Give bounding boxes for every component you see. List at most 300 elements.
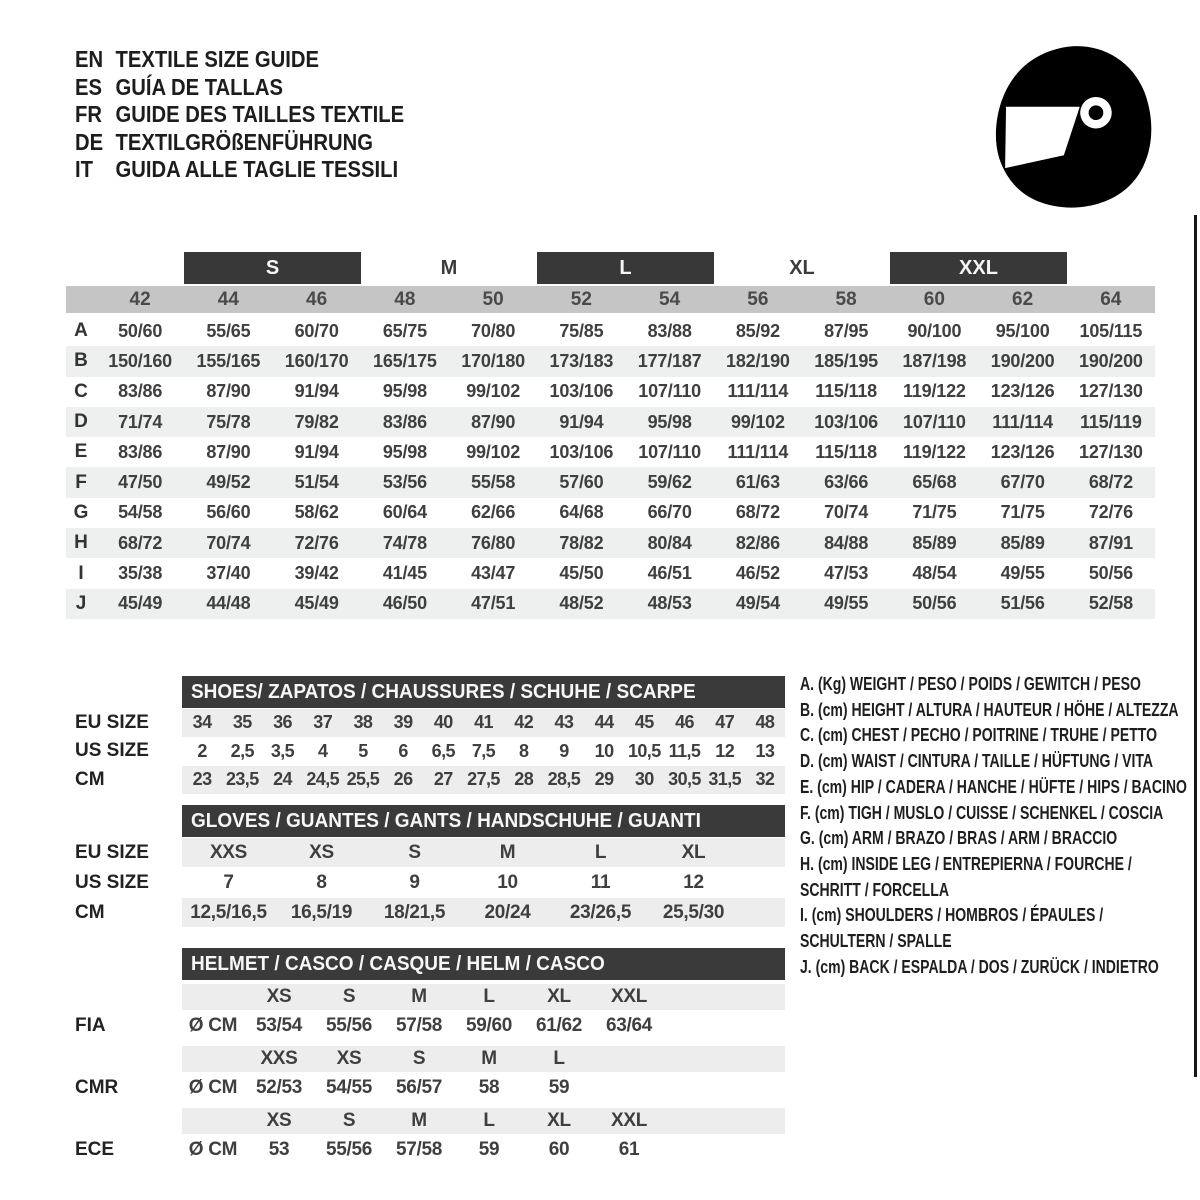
row-label: US SIZE [75,871,149,893]
size-value-cell: 119/122 [903,441,966,462]
row-label: EU SIZE [75,841,149,863]
helmet-value-cell: 53/54 [255,1015,303,1036]
glove-size-cell: L [594,841,607,863]
language-code: IT [75,156,93,183]
size-value-cell: 71/75 [912,502,957,523]
shoe-size-cell: 39 [393,712,413,733]
size-value-cell: 177/187 [637,350,702,371]
size-value-cell: 99/102 [730,411,785,432]
glove-size-cell: 12 [683,871,704,893]
shoes-cm-values [182,766,785,794]
legend-line: G. (cm) ARM / BRAZO / BRAS / ARM / BRACCIO [800,828,1118,849]
glove-size-cell: 11 [590,871,611,893]
glove-size-cell: XS [309,841,334,863]
helmet-value-cell: 53 [268,1139,290,1160]
size-value-cell: 79/82 [294,411,339,432]
size-value-cell: 55/58 [471,472,516,493]
glove-size-cell: 10 [497,871,518,893]
size-value-cell: 87/90 [471,411,516,432]
size-group-xl: XL [789,256,815,279]
size-value-cell: 65/68 [912,472,957,493]
size-value-cell: 49/52 [206,472,251,493]
row-letter: A [74,320,88,342]
size-number-cell: 48 [394,288,416,310]
language-title: GUIDE DES TAILLES TEXTILE [115,101,405,128]
size-number-cell: 44 [217,288,239,310]
size-value-cell: 48/54 [912,563,957,584]
size-value-cell: 70/74 [824,502,869,523]
shoe-size-cell: 6 [398,740,408,761]
size-group-m: M [440,256,458,279]
size-value-cell: 70/74 [206,532,251,553]
legend-line: E. (cm) HIP / CADERA / HANCHE / HÜFTE / HIPS / BACINO [800,776,1187,797]
size-value-cell: 107/110 [638,441,701,462]
size-value-cell: 46/50 [382,593,427,614]
row-label: US SIZE [75,740,149,762]
language-title-list [75,46,404,184]
size-value-cell: 48/52 [559,593,604,614]
size-value-cell: 54/58 [118,502,163,523]
glove-size-cell: 7 [223,871,234,893]
textile-row-h [66,528,1155,558]
size-value-cell: 46/51 [647,563,692,584]
size-value-cell: 83/86 [382,411,427,432]
size-value-cell: 123/126 [990,381,1055,402]
legend-line: J. (cm) BACK / ESPALDA / DOS / ZURÜCK / INDIETRO [800,956,1159,977]
shoe-size-cell: 46 [675,712,694,733]
shoe-size-cell: 25,5 [346,769,380,790]
legend-line: D. (cm) WAIST / CINTURA / TAILLE / HÜFTUNG / VITA [800,751,1154,772]
shoe-size-cell: 24,5 [306,769,340,790]
shoe-size-cell: 12 [715,740,735,761]
glove-size-cell: XXS [209,841,248,863]
helmet-title-bar [182,948,785,980]
size-value-cell: 45/49 [118,593,163,614]
shoe-size-cell: 23 [192,769,212,790]
helmet-size-cell: S [342,1110,356,1131]
shoe-size-cell: 28 [514,769,534,790]
size-value-cell: 64/68 [559,502,604,523]
helmet-size-cell: XL [547,986,571,1007]
legend-line: A. (Kg) WEIGHT / PESO / POIDS / GEWITCH / PESO [800,674,1141,694]
sizes-number-row [66,286,1155,313]
shoe-size-cell: 24 [273,769,292,790]
shoe-size-cell: 40 [433,712,453,733]
row-letter: G [73,501,89,523]
size-value-cell: 78/82 [559,532,604,553]
helmet-cmr-sizes [182,1046,785,1072]
helmet-size-cell: XS [336,1048,362,1069]
shoe-size-cell: 38 [353,712,373,733]
size-value-cell: 107/110 [903,411,966,432]
glove-size-cell: M [499,841,516,863]
shoe-size-cell: 7,5 [471,740,496,761]
helmet-ece-size-row [75,1108,785,1134]
shoe-size-cell: 30 [634,769,654,790]
helmet-size-cell: XL [547,1110,571,1131]
language-row [75,156,404,184]
size-value-cell: 59/62 [647,472,692,493]
helmet-value-cell: 54/55 [325,1077,373,1098]
gloves-title: GLOVES / GUANTES / GANTS / HANDSCHUHE / GUANTI [191,809,701,832]
helmet-value-cell: 63/64 [605,1015,653,1036]
glove-size-cell: 20/24 [484,901,531,923]
size-value-cell: 182/190 [726,350,790,371]
shoe-size-cell: 9 [559,740,569,761]
helmet-size-cell: M [411,1110,427,1131]
glove-size-cell: 18/21,5 [383,901,446,923]
language-code: EN [75,46,104,73]
language-title: TEXTILE SIZE GUIDE [115,46,320,73]
size-value-cell: 99/102 [466,381,521,402]
size-value-cell: 48/53 [647,593,692,614]
helmet-value-cell: 61/62 [535,1015,583,1036]
row-letter: B [74,350,88,372]
size-value-cell: 160/170 [284,350,349,371]
measurement-legend [800,672,1187,980]
textile-row-i [66,558,1155,588]
size-value-cell: 123/126 [990,441,1055,462]
gloves-us-values [182,868,785,897]
gloves-cm-row [75,898,785,927]
helmet-size-cell: S [342,986,356,1007]
shoe-size-cell: 10 [594,740,614,761]
size-value-cell: 47/51 [471,593,516,614]
language-row [75,101,404,129]
row-letter: E [74,441,88,463]
size-value-cell: 51/56 [1000,593,1045,614]
size-value-cell: 57/60 [559,472,604,493]
size-value-cell: 111/114 [992,411,1053,432]
helmet-ece-row [75,1134,785,1166]
cmr-label: CMR [75,1077,119,1098]
size-value-cell: 115/119 [1080,411,1142,432]
size-value-cell: 75/78 [206,411,251,432]
shoe-size-cell: 3,5 [270,740,295,761]
size-value-cell: 68/72 [735,502,780,523]
helmet-size-cell: M [411,986,427,1007]
size-value-cell: 91/94 [294,381,339,402]
shoe-size-cell: 32 [755,769,775,790]
shoe-size-cell: 43 [554,712,574,733]
shoes-title-bar [182,676,785,708]
shoes-table [75,676,785,794]
gloves-us-row [75,868,785,897]
size-value-cell: 72/76 [294,532,339,553]
size-number-cell: 42 [129,288,151,310]
helmet-value-cell: 61 [618,1139,640,1160]
row-label: EU SIZE [75,711,149,733]
size-value-cell: 87/90 [206,441,251,462]
size-value-cell: 165/175 [373,350,437,371]
row-letter: J [75,592,87,614]
helmet-cmr-row [75,1072,785,1104]
shoes-eu-row [75,709,785,737]
size-group-row [66,252,1155,284]
fia-label: FIA [75,1015,106,1036]
size-value-cell: 47/53 [824,563,869,584]
legend-line: B. (cm) HEIGHT / ALTURA / HAUTEUR / HÖHE / ALTEZZA [800,699,1179,720]
size-value-cell: 83/86 [118,441,163,462]
glove-size-cell: S [408,841,421,863]
size-value-cell: 71/74 [118,411,163,432]
size-value-cell: 61/63 [735,472,780,493]
size-value-cell: 49/54 [735,593,780,614]
helmet-value-cell: 57/58 [395,1015,443,1036]
legend-line: C. (cm) CHEST / PECHO / POITRINE / TRUHE / PETTO [800,725,1158,746]
size-value-cell: 50/56 [912,593,957,614]
shoe-size-cell: 41 [474,712,493,733]
shoe-size-cell: 36 [273,712,292,733]
size-value-cell: 127/130 [1079,381,1143,402]
language-row [75,74,404,102]
helmet-value-cell: 59 [548,1077,570,1098]
shoe-size-cell: 2,5 [230,740,254,761]
shoe-size-cell: 30,5 [668,769,701,790]
helmet-ece-values [182,1134,785,1166]
helmet-value-cell: 57/58 [395,1139,443,1160]
size-value-cell: 45/49 [294,593,339,614]
shoe-size-cell: 28,5 [547,769,581,790]
size-value-cell: 70/80 [471,320,516,341]
helmet-value-cell: 56/57 [395,1077,443,1098]
shoe-size-cell: 47 [715,712,735,733]
shoe-size-cell: 13 [755,740,775,761]
gloves-eu-row [75,838,785,867]
size-value-cell: 95/98 [382,381,427,402]
size-value-cell: 37/40 [206,563,251,584]
size-number-cell: 58 [835,288,857,310]
shoes-cm-row [75,766,785,794]
helmet-value-cell: 52/53 [255,1077,303,1098]
shoe-size-cell: 37 [313,712,333,733]
helmet-value-cell: 55/56 [325,1139,373,1160]
row-label: CM [75,901,105,923]
language-title: GUÍA DE TALLAS [115,73,284,100]
size-number-cell: 46 [306,288,328,310]
legend-line: I. (cm) SHOULDERS / HOMBROS / ÉPAULES / [800,905,1104,926]
size-value-cell: 63/66 [824,472,869,493]
size-number-cell: 54 [659,288,681,310]
size-number-cell: 62 [1012,288,1034,310]
helmet-title: HELMET / CASCO / CASQUE / HELM / CASCO [191,952,605,975]
size-value-cell: 111/114 [727,381,789,402]
size-value-cell: 39/42 [294,563,339,584]
helmet-value-cell: 55/56 [325,1015,373,1036]
textile-row-g [66,498,1155,528]
textile-row-d [66,407,1155,437]
row-letter: F [75,471,87,493]
helmet-value-cell: 59 [478,1139,500,1160]
size-number-cell: 60 [923,288,945,310]
shoes-us-values [182,738,785,766]
shoe-size-cell: 48 [755,712,775,733]
size-value-cell: 95/98 [647,411,692,432]
glove-size-cell: 12,5/16,5 [190,901,267,923]
helmet-size-cell: L [483,1110,495,1131]
size-value-cell: 49/55 [1000,563,1045,584]
helmet-size-cell: XXL [610,1110,648,1131]
size-value-cell: 53/56 [382,472,427,493]
helmet-value-cell: 60 [548,1139,570,1160]
size-value-cell: 84/88 [824,532,869,553]
gloves-eu-values [182,838,785,867]
size-value-cell: 67/70 [1000,472,1045,493]
diameter-unit-cell: Ø CM [188,1139,238,1160]
diameter-unit-cell: Ø CM [188,1077,238,1098]
helmet-size-cell: S [412,1048,426,1069]
language-title: TEXTILGRÖßENFÜHRUNG [115,128,373,155]
shoes-title: SHOES/ ZAPATOS / CHAUSSURES / SCHUHE / SCARPE [191,680,696,703]
size-value-cell: 127/130 [1079,441,1143,462]
diameter-unit-cell: Ø CM [188,1015,238,1036]
shoe-size-cell: 11,5 [668,740,701,761]
size-group-xxl: XXL [890,252,1067,284]
legend-line: SCHULTERN / SPALLE [800,931,952,952]
size-value-cell: 87/90 [206,381,251,402]
shoe-size-cell: 27 [433,769,453,790]
size-value-cell: 115/118 [815,441,877,462]
size-value-cell: 190/200 [1079,350,1143,371]
size-value-cell: 45/50 [559,563,604,584]
size-value-cell: 115/118 [815,381,877,402]
size-value-cell: 187/198 [902,350,967,371]
size-value-cell: 103/106 [814,411,878,432]
helmet-ece-sizes [182,1108,785,1134]
helmet-fia-size-row [75,984,785,1010]
helmet-size-cell: M [481,1048,497,1069]
language-code: FR [75,101,102,128]
size-value-cell: 155/165 [196,350,261,371]
shoe-size-cell: 6,5 [431,740,455,761]
shoe-size-cell: 23,5 [225,769,259,790]
size-value-cell: 62/66 [471,502,516,523]
size-value-cell: 55/65 [206,320,251,341]
textile-row-j [66,589,1155,619]
helmet-cmr-values [182,1072,785,1104]
size-group-s: S [184,252,361,284]
size-value-cell: 50/56 [1088,563,1133,584]
size-value-cell: 50/60 [118,320,163,341]
shoe-size-cell: 10,5 [627,740,661,761]
size-value-cell: 83/88 [647,320,692,341]
size-value-cell: 85/89 [1000,532,1045,553]
helmet-size-cell: L [553,1048,565,1069]
gloves-title-bar [182,805,785,837]
textile-row-c [66,377,1155,407]
shoe-size-cell: 34 [192,712,212,733]
textile-row-e [66,437,1155,467]
shoe-size-cell: 29 [594,769,614,790]
shoe-size-cell: 42 [514,712,534,733]
glove-size-cell: 8 [316,871,327,893]
size-value-cell: 35/38 [118,563,163,584]
size-value-cell: 107/110 [638,381,701,402]
helmet-size-cell: XS [266,986,292,1007]
helmet-fia-row [75,1010,785,1042]
size-value-cell: 56/60 [206,502,251,523]
helmet-size-cell: L [483,986,495,1007]
language-code: ES [75,73,103,100]
language-code: DE [75,128,104,155]
shoes-us-row [75,738,785,766]
shoe-size-cell: 8 [518,740,529,761]
size-value-cell: 44/48 [206,593,251,614]
size-value-cell: 99/102 [466,441,521,462]
size-value-cell: 83/86 [118,381,163,402]
shoes-eu-values [182,709,785,737]
size-value-cell: 60/64 [382,502,427,523]
size-value-cell: 52/58 [1088,593,1133,614]
shoe-size-cell: 31,5 [708,769,742,790]
size-value-cell: 68/72 [1088,472,1133,493]
size-value-cell: 71/75 [1000,502,1045,523]
textile-row-a [66,316,1155,346]
textile-size-table [66,252,1155,619]
size-value-cell: 103/106 [549,441,614,462]
size-value-cell: 87/91 [1088,532,1133,553]
row-letter: C [74,380,88,402]
size-number-cell: 52 [570,288,592,310]
size-value-cell: 68/72 [118,532,163,553]
helmet-size-cell: XS [266,1110,292,1131]
textile-row-b [66,346,1155,376]
size-value-cell: 119/122 [903,381,966,402]
language-title: GUIDA ALLE TAGLIE TESSILI [115,156,399,183]
size-value-cell: 103/106 [549,381,614,402]
glove-size-cell: 9 [409,871,420,893]
size-value-cell: 65/75 [382,320,427,341]
size-value-cell: 90/100 [907,320,962,341]
size-value-cell: 190/200 [990,350,1055,371]
size-value-cell: 46/52 [735,563,780,584]
shoe-size-cell: 44 [594,712,614,733]
shoe-size-cell: 35 [232,712,252,733]
size-value-cell: 173/183 [549,350,614,371]
size-value-cell: 87/95 [824,320,869,341]
size-value-cell: 72/76 [1088,502,1133,523]
size-value-cell: 95/98 [382,441,427,462]
row-letter: H [74,532,88,554]
size-group-l: L [537,252,714,284]
gloves-cm-values [182,898,785,927]
shoe-size-cell: 27,5 [467,769,500,790]
helmet-cmr-size-row [75,1046,785,1072]
racing-helmet-icon [983,36,1158,214]
size-value-cell: 60/70 [294,320,339,341]
size-value-cell: 85/92 [735,320,780,341]
helmet-value-cell: 59/60 [465,1015,513,1036]
row-label: CM [75,768,105,790]
shoe-size-cell: 5 [358,740,368,761]
glove-size-cell: 16,5/19 [290,901,353,923]
textile-row-f [66,467,1155,497]
size-value-cell: 185/195 [814,350,878,371]
legend-line: H. (cm) INSIDE LEG / ENTREPIERNA / FOURCHE / [800,853,1132,874]
legend-line: F. (cm) TIGH / MUSLO / CUISSE / SCHENKEL / COSCIA [800,802,1164,823]
helmet-fia-values [182,1010,785,1042]
helmet-table [75,948,785,1166]
size-value-cell: 76/80 [471,532,516,553]
ece-label: ECE [75,1139,115,1160]
size-value-cell: 82/86 [735,532,780,553]
language-row [75,46,404,74]
shoe-size-cell: 26 [393,769,413,790]
size-value-cell: 85/89 [912,532,957,553]
page-right-border-line [1194,215,1197,1077]
shoe-size-cell: 4 [317,740,328,761]
size-value-cell: 75/85 [559,320,604,341]
